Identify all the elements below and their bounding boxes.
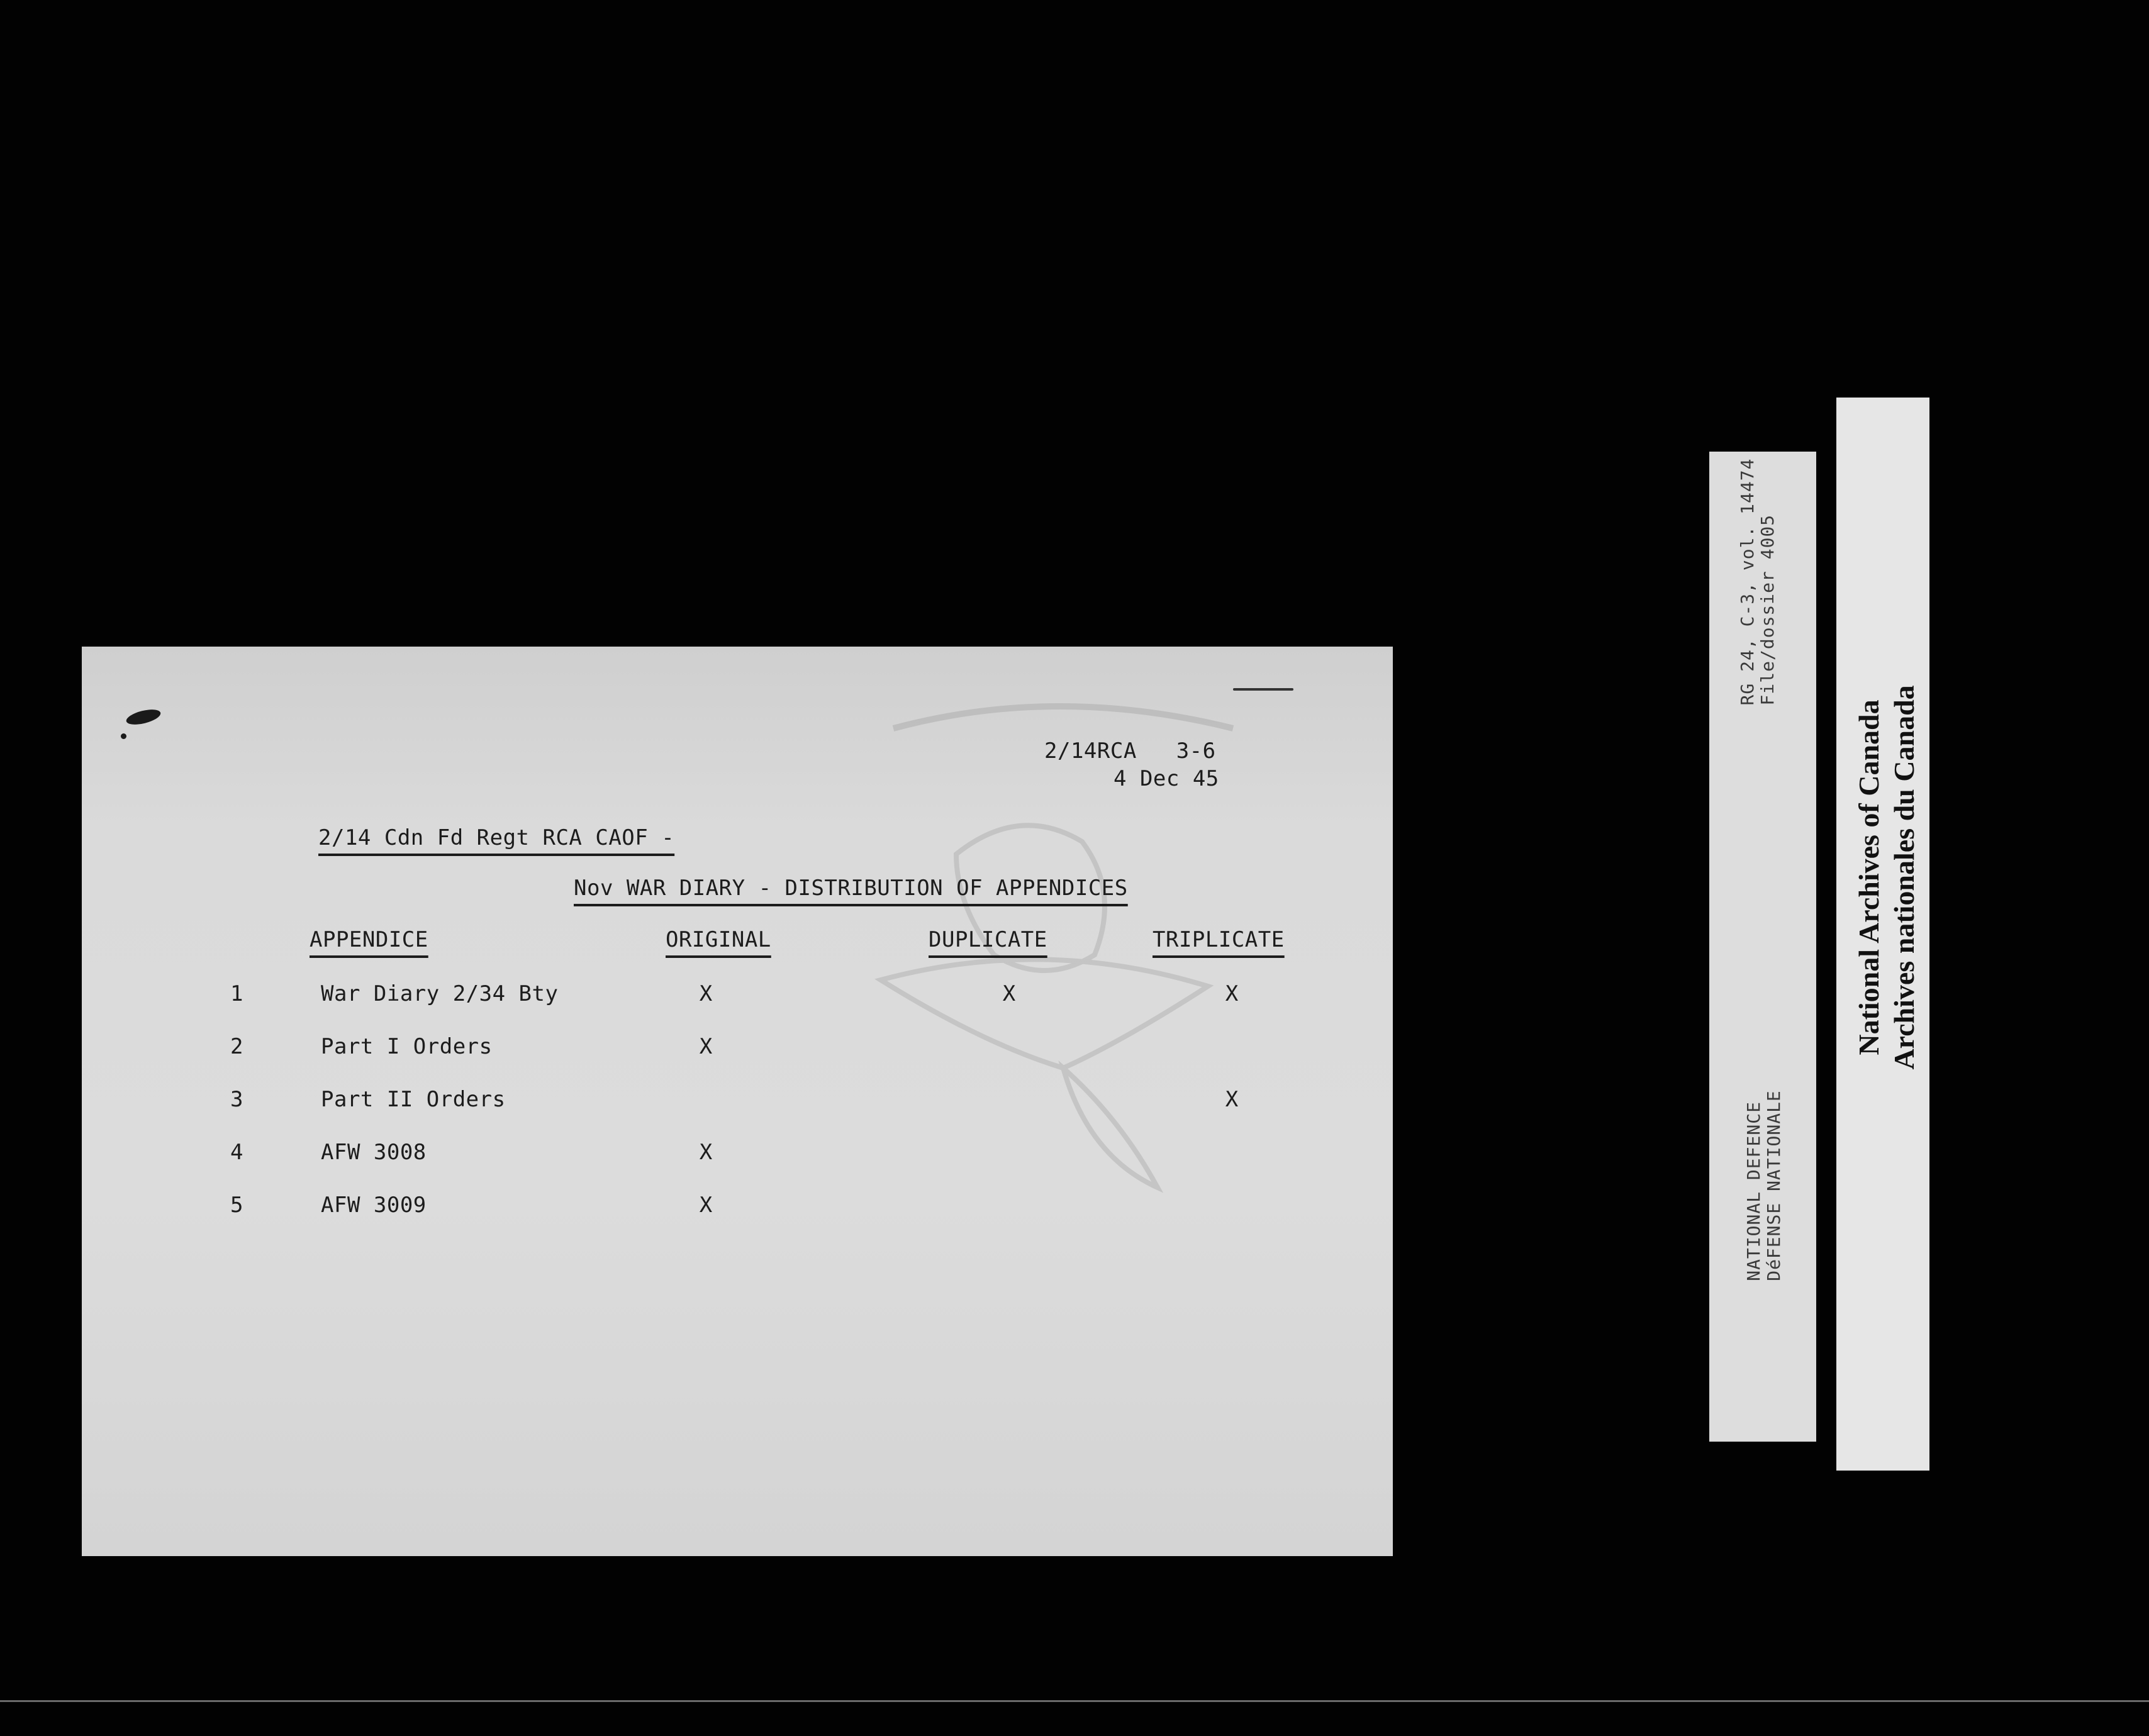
department-line-1: NATIONAL DEFENCE — [1743, 1101, 1764, 1281]
triplicate-mark: X — [1225, 981, 1239, 1006]
archive-reference-strip — [1709, 452, 1816, 1442]
column-header-duplicate: DUPLICATE — [929, 927, 1047, 952]
original-mark: X — [699, 1193, 713, 1218]
row-number: 1 — [230, 981, 243, 1006]
row-number: 4 — [230, 1140, 243, 1165]
document-title: Nov WAR DIARY - DISTRIBUTION OF APPENDICES — [574, 876, 1128, 901]
unit-heading: 2/14 Cdn Fd Regt RCA CAOF - — [318, 825, 675, 850]
row-number: 5 — [230, 1193, 243, 1218]
archives-name-strip — [1836, 398, 1929, 1471]
reference-code: 2/14RCA 3-6 — [1044, 738, 1216, 764]
column-header-triplicate: TRIPLICATE — [1153, 927, 1285, 952]
triplicate-mark: X — [1225, 1087, 1239, 1112]
reference-line-1: RG 24, C-3, vol. 14474 — [1737, 458, 1758, 706]
archives-name-fr: Archives nationales du Canada — [1888, 685, 1920, 1070]
document-date: 4 Dec 45 — [1114, 766, 1219, 791]
department-line-2: DéFENSE NATIONALE — [1763, 1090, 1784, 1281]
row-number: 3 — [230, 1087, 243, 1112]
department-label — [1744, 1090, 1784, 1281]
original-mark: X — [699, 1034, 713, 1059]
original-mark: X — [699, 981, 713, 1006]
ink-dot — [121, 733, 126, 739]
duplicate-mark: X — [1002, 981, 1016, 1006]
appendix-name: AFW 3008 — [321, 1140, 427, 1165]
row-number: 2 — [230, 1034, 243, 1059]
archives-name — [1851, 685, 1922, 1069]
appendix-name: Part I Orders — [321, 1034, 493, 1059]
appendix-name: Part II Orders — [321, 1087, 506, 1112]
document-card — [82, 647, 1393, 1556]
column-header-appendice: APPENDICE — [310, 927, 428, 952]
film-edge-line — [0, 1700, 2149, 1702]
archives-name-en: National Archives of Canada — [1853, 699, 1885, 1055]
appendix-name: War Diary 2/34 Bty — [321, 981, 559, 1006]
archive-reference — [1738, 459, 1778, 706]
pen-mark — [1233, 688, 1293, 691]
ink-smudge — [125, 707, 162, 728]
reference-line-2: File/dossier 4005 — [1757, 514, 1778, 706]
appendix-name: AFW 3009 — [321, 1193, 427, 1218]
original-mark: X — [699, 1140, 713, 1165]
column-header-original: ORIGINAL — [666, 927, 771, 952]
